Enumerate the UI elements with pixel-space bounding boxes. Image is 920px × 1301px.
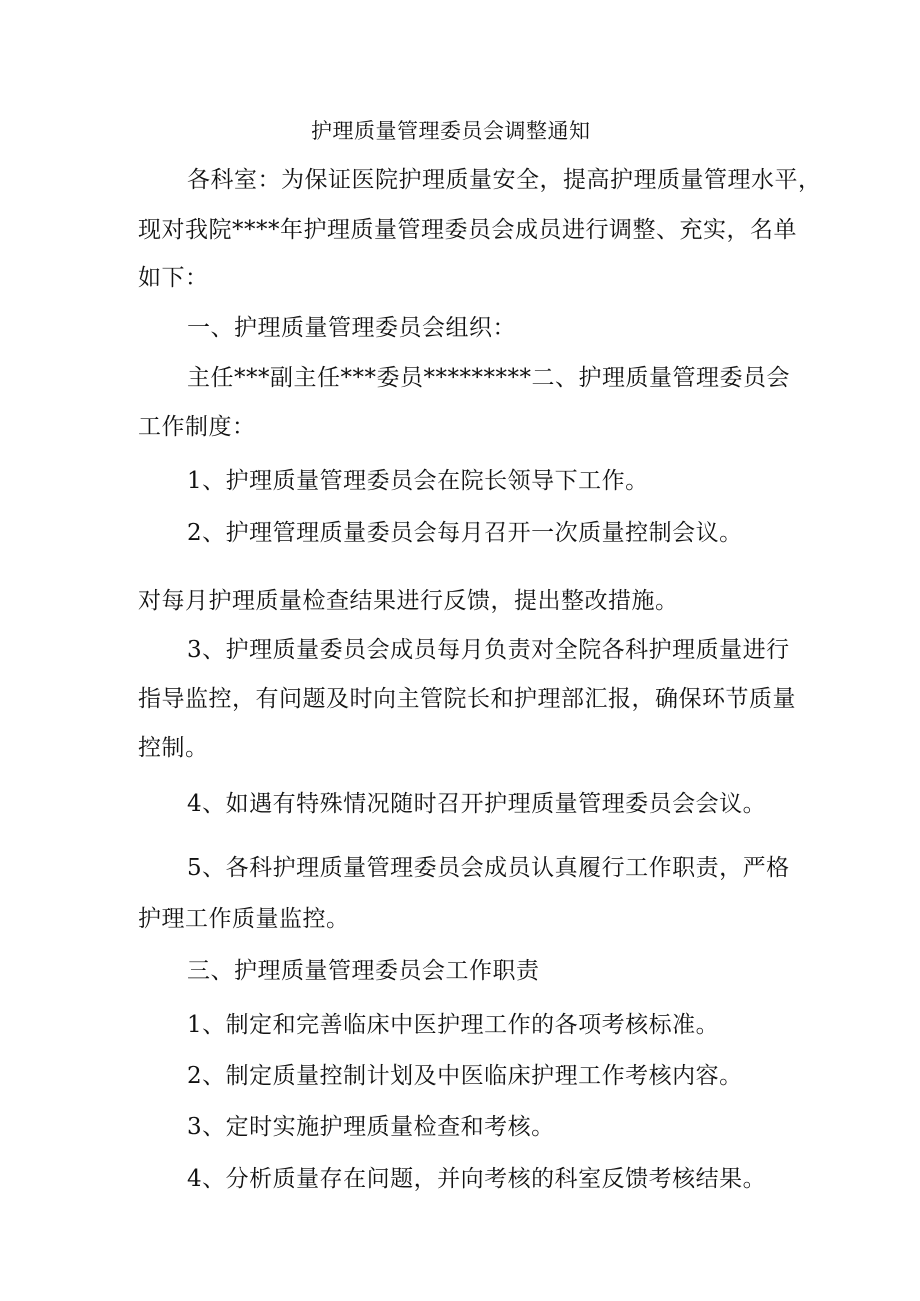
members-line: 主任***副主任***委员*********二、护理质量管理委员会	[187, 365, 790, 391]
rule-4: 4、如遇有特殊情况随时召开护理质量管理委员会会议。	[187, 791, 767, 817]
duty-2: 2、制定质量控制计划及中医临床护理工作考核内容。	[187, 1063, 743, 1089]
section-3-heading: 三、护理质量管理委员会工作职责	[187, 958, 540, 984]
rule-2: 2、护理管理质量委员会每月召开一次质量控制会议。	[187, 520, 743, 546]
intro-line-3: 如下：	[138, 265, 209, 291]
rule-3-line-1: 3、护理质量委员会成员每月负责对全院各科护理质量进行	[187, 637, 790, 663]
duty-4: 4、分析质量存在问题，并向考核的科室反馈考核结果。	[187, 1166, 767, 1192]
section-1-heading: 一、护理质量管理委员会组织：	[187, 315, 516, 341]
intro-line-1: 各科室：为保证医院护理质量安全，提高护理质量管理水平，	[187, 167, 822, 193]
rule-3-line-2: 指导监控，有问题及时向主管院长和护理部汇报，确保环节质量	[138, 686, 796, 712]
rule-5-line-2: 护理工作质量监控。	[138, 906, 350, 932]
rule-2-continued: 对每月护理质量检查结果进行反馈，提出整改措施。	[138, 588, 679, 614]
rule-1: 1、护理质量管理委员会在院长领导下工作。	[187, 468, 649, 494]
intro-line-2: 现对我院****年护理质量管理委员会成员进行调整、充实，名单	[138, 217, 797, 243]
rule-3-line-3: 控制。	[138, 735, 209, 761]
duty-3: 3、定时实施护理质量检查和考核。	[187, 1114, 555, 1140]
rule-5-line-1: 5、各科护理质量管理委员会成员认真履行工作职责，严格	[187, 855, 790, 881]
duty-1: 1、制定和完善临床中医护理工作的各项考核标准。	[187, 1012, 720, 1038]
members-line-continued: 工作制度：	[138, 414, 256, 440]
document-title: 护理质量管理委员会调整通知	[311, 119, 591, 143]
